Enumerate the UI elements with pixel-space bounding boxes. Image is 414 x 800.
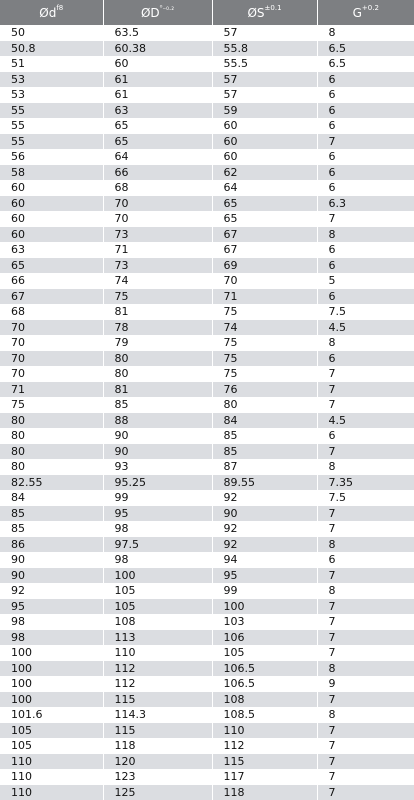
table-row — [0, 459, 414, 475]
table-cell: 112 — [103, 661, 212, 677]
table-row — [0, 56, 414, 72]
table-cell: 105 — [103, 599, 212, 615]
table-cell: 110 — [212, 723, 317, 739]
table-cell: 84 — [0, 490, 103, 506]
table-cell: 6.3 — [317, 196, 414, 212]
table-cell: 80 — [0, 428, 103, 444]
table-cell: 110 — [103, 645, 212, 661]
table-cell: 7.5 — [317, 490, 414, 506]
table-cell: 108 — [212, 692, 317, 708]
table-cell: 60.38 — [103, 41, 212, 57]
table-row — [0, 568, 414, 584]
table-cell: 8 — [317, 661, 414, 677]
table-row — [0, 25, 414, 41]
table-cell: 81 — [103, 382, 212, 398]
table-cell: 9 — [317, 676, 414, 692]
table-cell: 65 — [212, 196, 317, 212]
table-cell: 68 — [103, 180, 212, 196]
table-cell: 75 — [212, 351, 317, 367]
table-cell: 105 — [103, 583, 212, 599]
table-cell: 6 — [317, 351, 414, 367]
table-row — [0, 614, 414, 630]
table-cell: 71 — [0, 382, 103, 398]
table-row — [0, 583, 414, 599]
table-cell: 118 — [212, 785, 317, 800]
table-row — [0, 645, 414, 661]
table-cell: 76 — [212, 382, 317, 398]
table-cell: 7 — [317, 211, 414, 227]
table-cell: 80 — [0, 459, 103, 475]
table-cell: 7 — [317, 397, 414, 413]
table-row — [0, 211, 414, 227]
table-row — [0, 242, 414, 258]
table-row — [0, 428, 414, 444]
header-inner-diameter: $Ød^{f8}$ — [0, 0, 103, 25]
table-cell: 63 — [0, 242, 103, 258]
table-cell: 90 — [103, 428, 212, 444]
table-cell: 113 — [103, 630, 212, 646]
table-cell: 117 — [212, 769, 317, 785]
table-row — [0, 754, 414, 770]
table-cell: 7 — [317, 521, 414, 537]
table-cell: 67 — [0, 289, 103, 305]
table-cell: 68 — [0, 304, 103, 320]
table-cell: 70 — [103, 211, 212, 227]
table-cell: 51 — [0, 56, 103, 72]
table-cell: 93 — [103, 459, 212, 475]
table-cell: 8 — [317, 537, 414, 553]
table-cell: 70 — [0, 320, 103, 336]
table-cell: 75 — [212, 335, 317, 351]
table-cell: 6 — [317, 289, 414, 305]
table-cell: 87 — [212, 459, 317, 475]
table-cell: 67 — [212, 242, 317, 258]
table-cell: 6 — [317, 552, 414, 568]
table-cell: 53 — [0, 87, 103, 103]
table-cell: 7 — [317, 444, 414, 460]
table-cell: 58 — [0, 165, 103, 181]
table-cell: 92 — [212, 490, 317, 506]
table-cell: 7 — [317, 382, 414, 398]
table-cell: 55 — [0, 134, 103, 150]
table-row — [0, 769, 414, 785]
table-cell: 60 — [103, 56, 212, 72]
table-row — [0, 289, 414, 305]
table-cell: 105 — [0, 738, 103, 754]
table-cell: 7 — [317, 754, 414, 770]
table-cell: 75 — [103, 289, 212, 305]
table-cell: 85 — [212, 428, 317, 444]
table-cell: 4.5 — [317, 413, 414, 429]
table-row — [0, 196, 414, 212]
table-cell: 95 — [0, 599, 103, 615]
table-cell: 65 — [212, 211, 317, 227]
table-header-row — [0, 0, 414, 25]
table-cell: 70 — [212, 273, 317, 289]
table-row — [0, 180, 414, 196]
table-cell: 55.5 — [212, 56, 317, 72]
table-cell: 106 — [212, 630, 317, 646]
header-outer-diameter: $ØD^{^0_{-0}._2}$ — [103, 0, 212, 25]
table-cell: 6 — [317, 165, 414, 181]
table-row — [0, 723, 414, 739]
table-row — [0, 413, 414, 429]
table-cell: 92 — [212, 521, 317, 537]
table-cell: 118 — [103, 738, 212, 754]
table-cell: 99 — [212, 583, 317, 599]
table-cell: 8 — [317, 459, 414, 475]
table-cell: 100 — [103, 568, 212, 584]
table-cell: 6 — [317, 118, 414, 134]
table-cell: 7 — [317, 738, 414, 754]
table-cell: 56 — [0, 149, 103, 165]
table-cell: 84 — [212, 413, 317, 429]
table-row — [0, 41, 414, 57]
table-cell: 55.8 — [212, 41, 317, 57]
table-cell: 7 — [317, 366, 414, 382]
table-cell: 7 — [317, 769, 414, 785]
table-cell: 110 — [0, 785, 103, 800]
table-cell: 65 — [103, 118, 212, 134]
table-cell: 5 — [317, 273, 414, 289]
table-cell: 7 — [317, 568, 414, 584]
table-cell: 75 — [212, 366, 317, 382]
table-cell: 6 — [317, 180, 414, 196]
table-row — [0, 661, 414, 677]
table-cell: 57 — [212, 87, 317, 103]
table-cell: 7.5 — [317, 304, 414, 320]
table-row — [0, 397, 414, 413]
table-cell: 8 — [317, 583, 414, 599]
table-cell: 6 — [317, 103, 414, 119]
table-cell: 110 — [0, 754, 103, 770]
table-row — [0, 273, 414, 289]
table-cell: 59 — [212, 103, 317, 119]
table-row — [0, 351, 414, 367]
table-cell: 82.55 — [0, 475, 103, 491]
table-cell: 99 — [103, 490, 212, 506]
table-cell: 88 — [103, 413, 212, 429]
table-cell: 75 — [0, 397, 103, 413]
table-cell: 66 — [103, 165, 212, 181]
table-cell: 70 — [0, 366, 103, 382]
table-cell: 98 — [0, 630, 103, 646]
table-cell: 100 — [0, 661, 103, 677]
table-cell: 75 — [212, 304, 317, 320]
table-cell: 7 — [317, 692, 414, 708]
table-cell: 120 — [103, 754, 212, 770]
table-cell: 57 — [212, 72, 317, 88]
table-cell: 98 — [0, 614, 103, 630]
table-cell: 95.25 — [103, 475, 212, 491]
table-cell: 98 — [103, 552, 212, 568]
header-s-diameter: $ØS^{\pm 0.1}$ — [212, 0, 317, 25]
table-row — [0, 149, 414, 165]
table-row — [0, 165, 414, 181]
table-cell: 112 — [103, 676, 212, 692]
table-row — [0, 738, 414, 754]
table-cell: 98 — [103, 521, 212, 537]
table-cell: 65 — [0, 258, 103, 274]
table-cell: 115 — [212, 754, 317, 770]
table-cell: 50 — [0, 25, 103, 41]
table-cell: 80 — [0, 444, 103, 460]
table-cell: 7 — [317, 614, 414, 630]
table-cell: 6.5 — [317, 56, 414, 72]
table-cell: 4.5 — [317, 320, 414, 336]
table-row — [0, 118, 414, 134]
table-row — [0, 382, 414, 398]
table-cell: 60 — [0, 180, 103, 196]
table-row — [0, 692, 414, 708]
table-cell: 60 — [0, 211, 103, 227]
table-cell: 7 — [317, 645, 414, 661]
table-cell: 6 — [317, 242, 414, 258]
table-cell: 92 — [212, 537, 317, 553]
table-cell: 105 — [212, 645, 317, 661]
table-cell: 108.5 — [212, 707, 317, 723]
table-cell: 101.6 — [0, 707, 103, 723]
table-cell: 100 — [0, 676, 103, 692]
table-cell: 7 — [317, 506, 414, 522]
table-row — [0, 87, 414, 103]
table-cell: 100 — [212, 599, 317, 615]
table-cell: 85 — [103, 397, 212, 413]
table-cell: 80 — [103, 351, 212, 367]
table-cell: 108 — [103, 614, 212, 630]
table-cell: 70 — [103, 196, 212, 212]
table-cell: 114.3 — [103, 707, 212, 723]
table-cell: 106.5 — [212, 676, 317, 692]
table-cell: 8 — [317, 25, 414, 41]
table-cell: 110 — [0, 769, 103, 785]
table-cell: 85 — [212, 444, 317, 460]
table-row — [0, 630, 414, 646]
table-cell: 60 — [212, 118, 317, 134]
table-cell: 90 — [0, 568, 103, 584]
table-cell: 90 — [103, 444, 212, 460]
table-cell: 57 — [212, 25, 317, 41]
table-cell: 70 — [0, 351, 103, 367]
table-cell: 81 — [103, 304, 212, 320]
table-cell: 65 — [103, 134, 212, 150]
table-cell: 7 — [317, 630, 414, 646]
table-cell: 69 — [212, 258, 317, 274]
table-cell: 60 — [212, 149, 317, 165]
table-cell: 8 — [317, 335, 414, 351]
table-row — [0, 103, 414, 119]
table-row — [0, 521, 414, 537]
table-cell: 105 — [0, 723, 103, 739]
table-cell: 6 — [317, 149, 414, 165]
table-cell: 6 — [317, 258, 414, 274]
table-cell: 79 — [103, 335, 212, 351]
table-cell: 100 — [0, 692, 103, 708]
table-row — [0, 258, 414, 274]
table-cell: 115 — [103, 692, 212, 708]
table-cell: 62 — [212, 165, 317, 181]
table-row — [0, 320, 414, 336]
table-cell: 8 — [317, 707, 414, 723]
table-row — [0, 676, 414, 692]
table-cell: 61 — [103, 87, 212, 103]
table-cell: 115 — [103, 723, 212, 739]
header-groove-width: $G^{+0.2}$ — [317, 0, 414, 25]
table-row — [0, 537, 414, 553]
table-cell: 6.5 — [317, 41, 414, 57]
table-cell: 106.5 — [212, 661, 317, 677]
table-cell: 60 — [0, 227, 103, 243]
table-row — [0, 366, 414, 382]
table-cell: 70 — [0, 335, 103, 351]
table-cell: 7 — [317, 785, 414, 800]
table-cell: 80 — [0, 413, 103, 429]
table-cell: 71 — [212, 289, 317, 305]
table-row — [0, 552, 414, 568]
table-cell: 60 — [0, 196, 103, 212]
table-cell: 8 — [317, 227, 414, 243]
table-cell: 97.5 — [103, 537, 212, 553]
table-cell: 55 — [0, 118, 103, 134]
table-cell: 85 — [0, 506, 103, 522]
table-cell: 95 — [103, 506, 212, 522]
table-cell: 92 — [0, 583, 103, 599]
table-row — [0, 134, 414, 150]
table-cell: 90 — [0, 552, 103, 568]
table-row — [0, 72, 414, 88]
table-row — [0, 335, 414, 351]
table-row — [0, 506, 414, 522]
table-row — [0, 227, 414, 243]
table-cell: 74 — [103, 273, 212, 289]
table-row — [0, 475, 414, 491]
table-cell: 53 — [0, 72, 103, 88]
table-row — [0, 599, 414, 615]
table-cell: 86 — [0, 537, 103, 553]
table-cell: 123 — [103, 769, 212, 785]
table-cell: 95 — [212, 568, 317, 584]
table-cell: 74 — [212, 320, 317, 336]
table-cell: 80 — [212, 397, 317, 413]
table-cell: 50.8 — [0, 41, 103, 57]
table-cell: 6 — [317, 72, 414, 88]
table-cell: 73 — [103, 227, 212, 243]
table-cell: 112 — [212, 738, 317, 754]
table-cell: 64 — [212, 180, 317, 196]
table-cell: 7 — [317, 599, 414, 615]
table-cell: 90 — [212, 506, 317, 522]
table-cell: 60 — [212, 134, 317, 150]
table-row — [0, 444, 414, 460]
table-cell: 63.5 — [103, 25, 212, 41]
table-cell: 7 — [317, 134, 414, 150]
table-cell: 94 — [212, 552, 317, 568]
table-cell: 89.55 — [212, 475, 317, 491]
table-cell: 67 — [212, 227, 317, 243]
table-cell: 125 — [103, 785, 212, 800]
table-row — [0, 490, 414, 506]
table-cell: 80 — [103, 366, 212, 382]
table-cell: 7.35 — [317, 475, 414, 491]
table-row — [0, 707, 414, 723]
table-row — [0, 304, 414, 320]
table-cell: 7 — [317, 723, 414, 739]
table-cell: 64 — [103, 149, 212, 165]
table-cell: 6 — [317, 428, 414, 444]
table-cell: 103 — [212, 614, 317, 630]
table-cell: 100 — [0, 645, 103, 661]
table-cell: 66 — [0, 273, 103, 289]
table-cell: 71 — [103, 242, 212, 258]
table-cell: 85 — [0, 521, 103, 537]
table-cell: 61 — [103, 72, 212, 88]
table-cell: 73 — [103, 258, 212, 274]
table-cell: 78 — [103, 320, 212, 336]
table-cell: 63 — [103, 103, 212, 119]
table-cell: 6 — [317, 87, 414, 103]
table-cell: 55 — [0, 103, 103, 119]
